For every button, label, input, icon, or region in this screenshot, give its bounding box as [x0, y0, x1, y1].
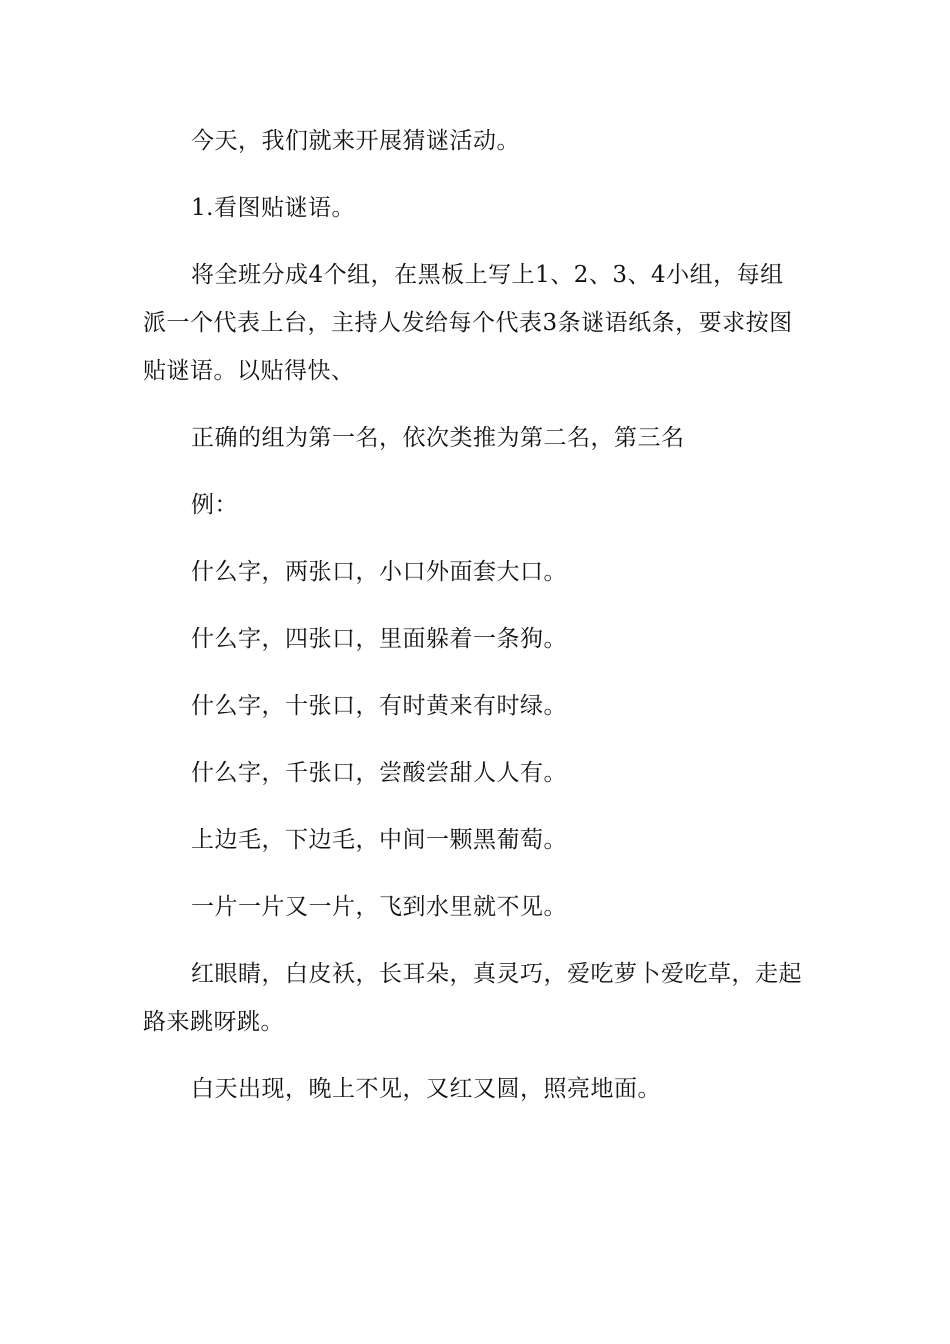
paragraph-ranking: 正确的组为第一名，依次类推为第二名，第三名	[191, 425, 685, 451]
riddle-item: 什么字，十张口，有时黄来有时绿。	[191, 693, 567, 719]
paragraph-intro: 今天，我们就来开展猜谜活动。	[191, 128, 520, 154]
riddle-item: 什么字，四张口，里面躲着一条狗。	[191, 626, 567, 652]
riddle-item: 上边毛，下边毛，中间一颗黑葡萄。	[191, 827, 567, 853]
riddle-item: 一片一片又一片，飞到水里就不见。	[191, 894, 567, 920]
riddle-item: 什么字，千张口，尝酸尝甜人人有。	[191, 760, 567, 786]
riddle-item: 红眼睛，白皮袄，长耳朵，真灵巧，爱吃萝卜爱吃草，走起路来跳呀跳。	[143, 961, 802, 1035]
paragraph-section-heading: 1.看图贴谜语。	[191, 195, 355, 221]
paragraph-instructions: 将全班分成4个组，在黑板上写上1、2、3、4小组，每组派一个代表上台，主持人发给每个代表3条谜语纸条，要求按图贴谜语。以贴得快、	[143, 262, 793, 384]
paragraph-example-label: 例：	[191, 492, 238, 518]
document-body	[143, 117, 805, 1132]
riddle-item: 什么字，两张口，小口外面套大口。	[191, 559, 567, 585]
riddle-item: 白天出现，晚上不见，又红又圆，照亮地面。	[191, 1076, 661, 1102]
